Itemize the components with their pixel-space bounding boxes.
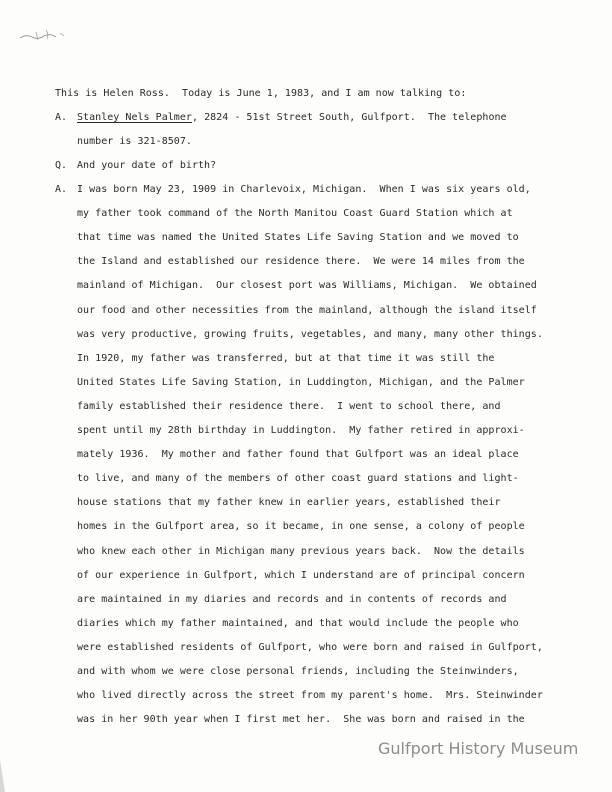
answer-tag: A.: [55, 112, 68, 123]
answer-line: the Island and established our residence there. We were 14 miles from the: [77, 256, 525, 268]
answer-line: mately 1936. My mother and father found that Gulfport was an ideal place: [77, 449, 519, 461]
answer-line: to live, and many of the members of other coast guard stations and light-: [77, 473, 519, 485]
answer-line: who knew each other in Michigan many previous years back. Now the details: [77, 545, 525, 557]
museum-watermark: Gulfport History Museum: [378, 739, 579, 758]
scan-smudge-mark: [16, 24, 76, 50]
answer-line: are maintained in my diaries and records and in contents of records and: [77, 593, 507, 605]
question-text: And your date of birth?: [77, 160, 217, 171]
phone-line: number is 321-8507.: [77, 136, 192, 147]
intro-line: This is Helen Ross. Today is June 1, 1983, and I am now talking to:: [55, 88, 467, 99]
answer-line: spent until my 28th birthday in Luddington. My father retired in approxi-: [77, 425, 525, 436]
interviewee-name: Stanley Nels Palmer: [77, 112, 192, 123]
address-text: , 2824 - 51st Street South, Gulfport. The telephone: [191, 112, 507, 123]
answer-line: In 1920, my father was transferred, but at that time it was still the: [77, 352, 495, 364]
answer-line: United States Life Saving Station, in Luddington, Michigan, and the Palmer: [77, 376, 525, 388]
question-tag: Q.: [55, 160, 68, 171]
answer-line: of our experience in Gulfport, which I understand are of principal concern: [77, 569, 525, 581]
answer-name-line: [77, 112, 507, 124]
answer-line: was in her 90th year when I first met her. She was born and raised in the: [77, 714, 525, 726]
answer-line: house stations that my father knew in earlier years, established their: [77, 497, 501, 509]
answer-line: family established their residence there. I went to school there, and: [77, 400, 501, 412]
answer-line: our food and other necessities from the mainland, although the island itself: [77, 304, 537, 316]
answer-line: diaries which my father maintained, and that would include the people who: [77, 617, 519, 629]
answer-line: homes in the Gulfport area, so it became, in one sense, a colony of people: [77, 521, 525, 533]
answer-tag: A.: [55, 184, 68, 195]
answer-line: I was born May 23, 1909 in Charlevoix, Michigan. When I was six years old,: [77, 184, 531, 195]
answer-line: were established residents of Gulfport, who were born and raised in Gulfport,: [77, 641, 543, 653]
answer-line: my father took command of the North Manitou Coast Guard Station which at: [77, 208, 513, 220]
answer-line: was very productive, growing fruits, vegetables, and many, many other things.: [77, 328, 543, 340]
answer-line: who lived directly across the street from my parent's home. Mrs. Steinwinder: [77, 690, 543, 702]
answer-line: and with whom we were close personal friends, including the Steinwinders,: [77, 666, 519, 677]
page-edge-shadow: [0, 760, 8, 792]
answer-line: mainland of Michigan. Our closest port was Williams, Michigan. We obtained: [77, 280, 537, 292]
answer-line: that time was named the United States Life Saving Station and we moved to: [77, 232, 519, 244]
